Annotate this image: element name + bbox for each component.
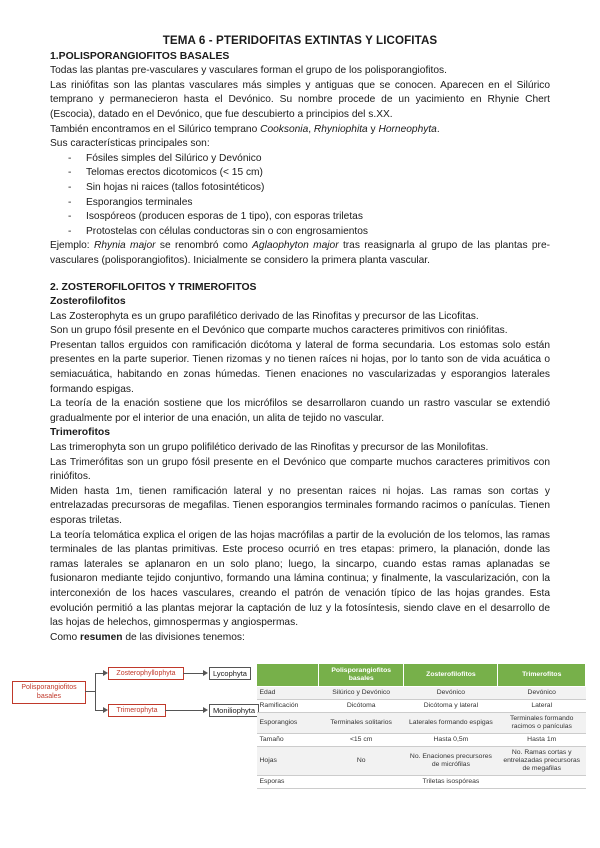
table-row [257,747,586,776]
paragraph: Miden hasta 1m, tienen ramificación lateral y no presentan raices ni hojas. Las ramas son cortas y entrelazadas precursoras de megafilas. Tienen esporangios terminales formando racimos o panículas. Tienen esporas triletas. [50,485,550,526]
diagram-root-box: Polisporangiofitos basales [12,681,86,704]
text-run: de las divisiones tenemos: [122,631,245,643]
table-cell: Hojas [257,747,319,776]
paragraph: La teoría telomática explica el origen de las hojas macrófilas a partir de la evolución de los telomos, las ramas terminales de las plantas primitivas. Este proceso ocurrió en tres etapas: primero, la planación, donde las ramas laterales se aplanaron en un solo plano; luego, la sincarpo, cuando estas ramas aplanadas se fusionaron mediante tejido conjuntivo, formando una lámina continua; y finalmente, la vascularización, con la interconexión de los haces vasculares, creando el patrón de venación típico de las hojas grandes. Esta evolución permitió a las plantas mejorar la captación de luz y la fotosíntesis, siendo clave en el desarrollo de las hojas de helechos, gimnospermas y angiospermas. [50,529,550,629]
diagram-lycophyta-box: Lycophyta [209,667,251,680]
table-cell: No. Enaciones precursores de micrófilas [404,747,498,776]
list-item: - Esporangios terminales [68,196,550,211]
table-cell: Tamaño [257,734,319,747]
paragraph: Todas las plantas pre-vasculares y vasculares forman el grupo de los polisporangiofitos. [50,65,447,77]
text-run: . [436,123,440,135]
paragraph: Las Trimerófitas son un grupo fósil presente en el Devónico que comparte muchos caracteres primitivos con riniófitos. [50,456,550,483]
paragraph [50,631,550,646]
division-diagram [10,665,256,725]
document-body [50,34,550,645]
paragraph: Las trimerophyta son un grupo polifilético derivado de las Rinofitas y precursor de las Monilofitas. [50,442,489,454]
table-cell: Dicótoma y lateral [404,700,498,713]
table-cell: Laterales formando espigas [404,713,498,734]
text-run: Aglaophyton major [252,240,339,252]
text-run: Como [50,631,81,643]
table-cell: Hasta 1m [498,734,586,747]
paragraph [50,123,550,138]
list-item: - Protostelas con células conductoras sin o con engrosamientos [68,225,550,240]
list-item: - Isospóreos (producen esporas de 1 tipo), con esporas triletas [68,210,550,225]
table-cell: Devónico [404,687,498,700]
paragraph: Presentan tallos erguidos con ramificación dicótoma y lateral de forma secundaria. Los estomas solo están presentes en la parte superior. Tienen rizomas y no tienen raíces ni hojas, por lo tanto son de vida acuática o semiacuática, habitando en zonas húmedas. Tienen enaciones no vascularizadas y esporangios laterales formando espigas. [50,339,550,395]
list-item: - Sin hojas ni raices (tallos fotosintéticos) [68,181,550,196]
text-run: resumen [80,631,123,643]
list-item: - Telomas erectos dicotomicos (< 15 cm) [68,166,550,181]
table-cell: Ramificación [257,700,319,713]
table-cell [498,776,586,789]
paragraph: Las riniófitas son las plantas vasculares más simples y antiguas que se conocen. Aparecen en el Silúrico temprano y permanecieron hasta el Devónico. Su nombre procede de un yacimiento en Rhynie Chert (Escocia), datado en el Devónico, que fue descubierto a principios del s.XX. [50,79,550,120]
table-cell: Esporas [257,776,319,789]
text-run: se renombró como [155,240,253,252]
summary-table [256,663,586,789]
table-header-cell: Trimerofitos [498,664,586,687]
table-cell: Dicótoma [319,700,404,713]
zosterofilofitos-heading: Zosterofilofitos [50,296,126,308]
text-run: Horneophyta [378,123,437,135]
table-row [257,700,586,713]
text-run: y [367,123,379,135]
table-cell [319,776,404,789]
table-cell: Esporangios [257,713,319,734]
table-header-cell [257,664,319,687]
text-run: Rhyniophita [313,123,368,135]
list-item: - Fósiles simples del Silúrico y Devónico [68,152,550,167]
table-row [257,734,586,747]
table-cell: Triletas isospóreas [404,776,498,789]
diagram-trimerophyta-box: Trimerophyta [108,704,166,717]
table-cell: Lateral [498,700,586,713]
table-header-cell: Zosterofilofitos [404,664,498,687]
table-header-row [257,664,586,687]
paragraph [50,239,550,268]
text-run: Cooksonia [260,123,309,135]
text-run: También encontramos en el Silúrico temprano [50,123,261,135]
table-row [257,713,586,734]
text-run: , [308,123,314,135]
paragraph: Son un grupo fósil presente en el Devónico que comparte muchos caracteres primitivos con riniófitas. [50,325,508,337]
table-cell: Terminales solitarios [319,713,404,734]
table-cell: Silúrico y Devónico [319,687,404,700]
text-run: Ejemplo: [50,240,94,252]
table-cell: Hasta 0,5m [404,734,498,747]
table-row [257,776,586,789]
paragraph: Las Zosterophyta es un grupo parafilético derivado de las Rinofitas y precursor de las Licofitas. [50,310,479,322]
text-run: tras reasignarla al grupo de las plantas pre-vasculares (polisporangiofitos). Inicialmente se considero la primera planta vascular. [50,240,551,266]
diagram-zosterophyllophyta-box: Zosterophyllophyta [108,667,184,680]
text-run: Rhynia major [93,240,156,252]
trimerofitos-heading: Trimerofitos [50,427,111,439]
paragraph: Sus características principales son: [50,138,210,150]
table-cell: Devónico [498,687,586,700]
table-cell: No. Ramas cortas y entrelazadas precursoras de megafilas [498,747,586,776]
section-2-heading: 2. ZOSTEROFILOFITOS Y TRIMEROFITOS [50,281,257,293]
table-cell: <15 cm [319,734,404,747]
table-row [257,687,586,700]
table-cell: Edad [257,687,319,700]
table-cell: No [319,747,404,776]
section-1-heading: 1.POLISPORANGIOFITOS BASALES [50,50,230,62]
paragraph: La teoría de la enación sostiene que los micrófilos se desarrollaron cuando un rastro vascular se extendió gradualmente por el interior de una enación, un alita de tejido no vascular. [50,398,550,424]
diagram-moniliophyta-box: Moniliophyta [209,704,259,717]
table-header-cell: Polisporangiofitos basales [319,664,404,687]
characteristics-list [50,152,550,240]
table-cell: Terminales formando racimos o panículas [498,713,586,734]
page-title: TEMA 6 - PTERIDOFITAS EXTINTAS Y LICOFITAS [162,34,438,47]
